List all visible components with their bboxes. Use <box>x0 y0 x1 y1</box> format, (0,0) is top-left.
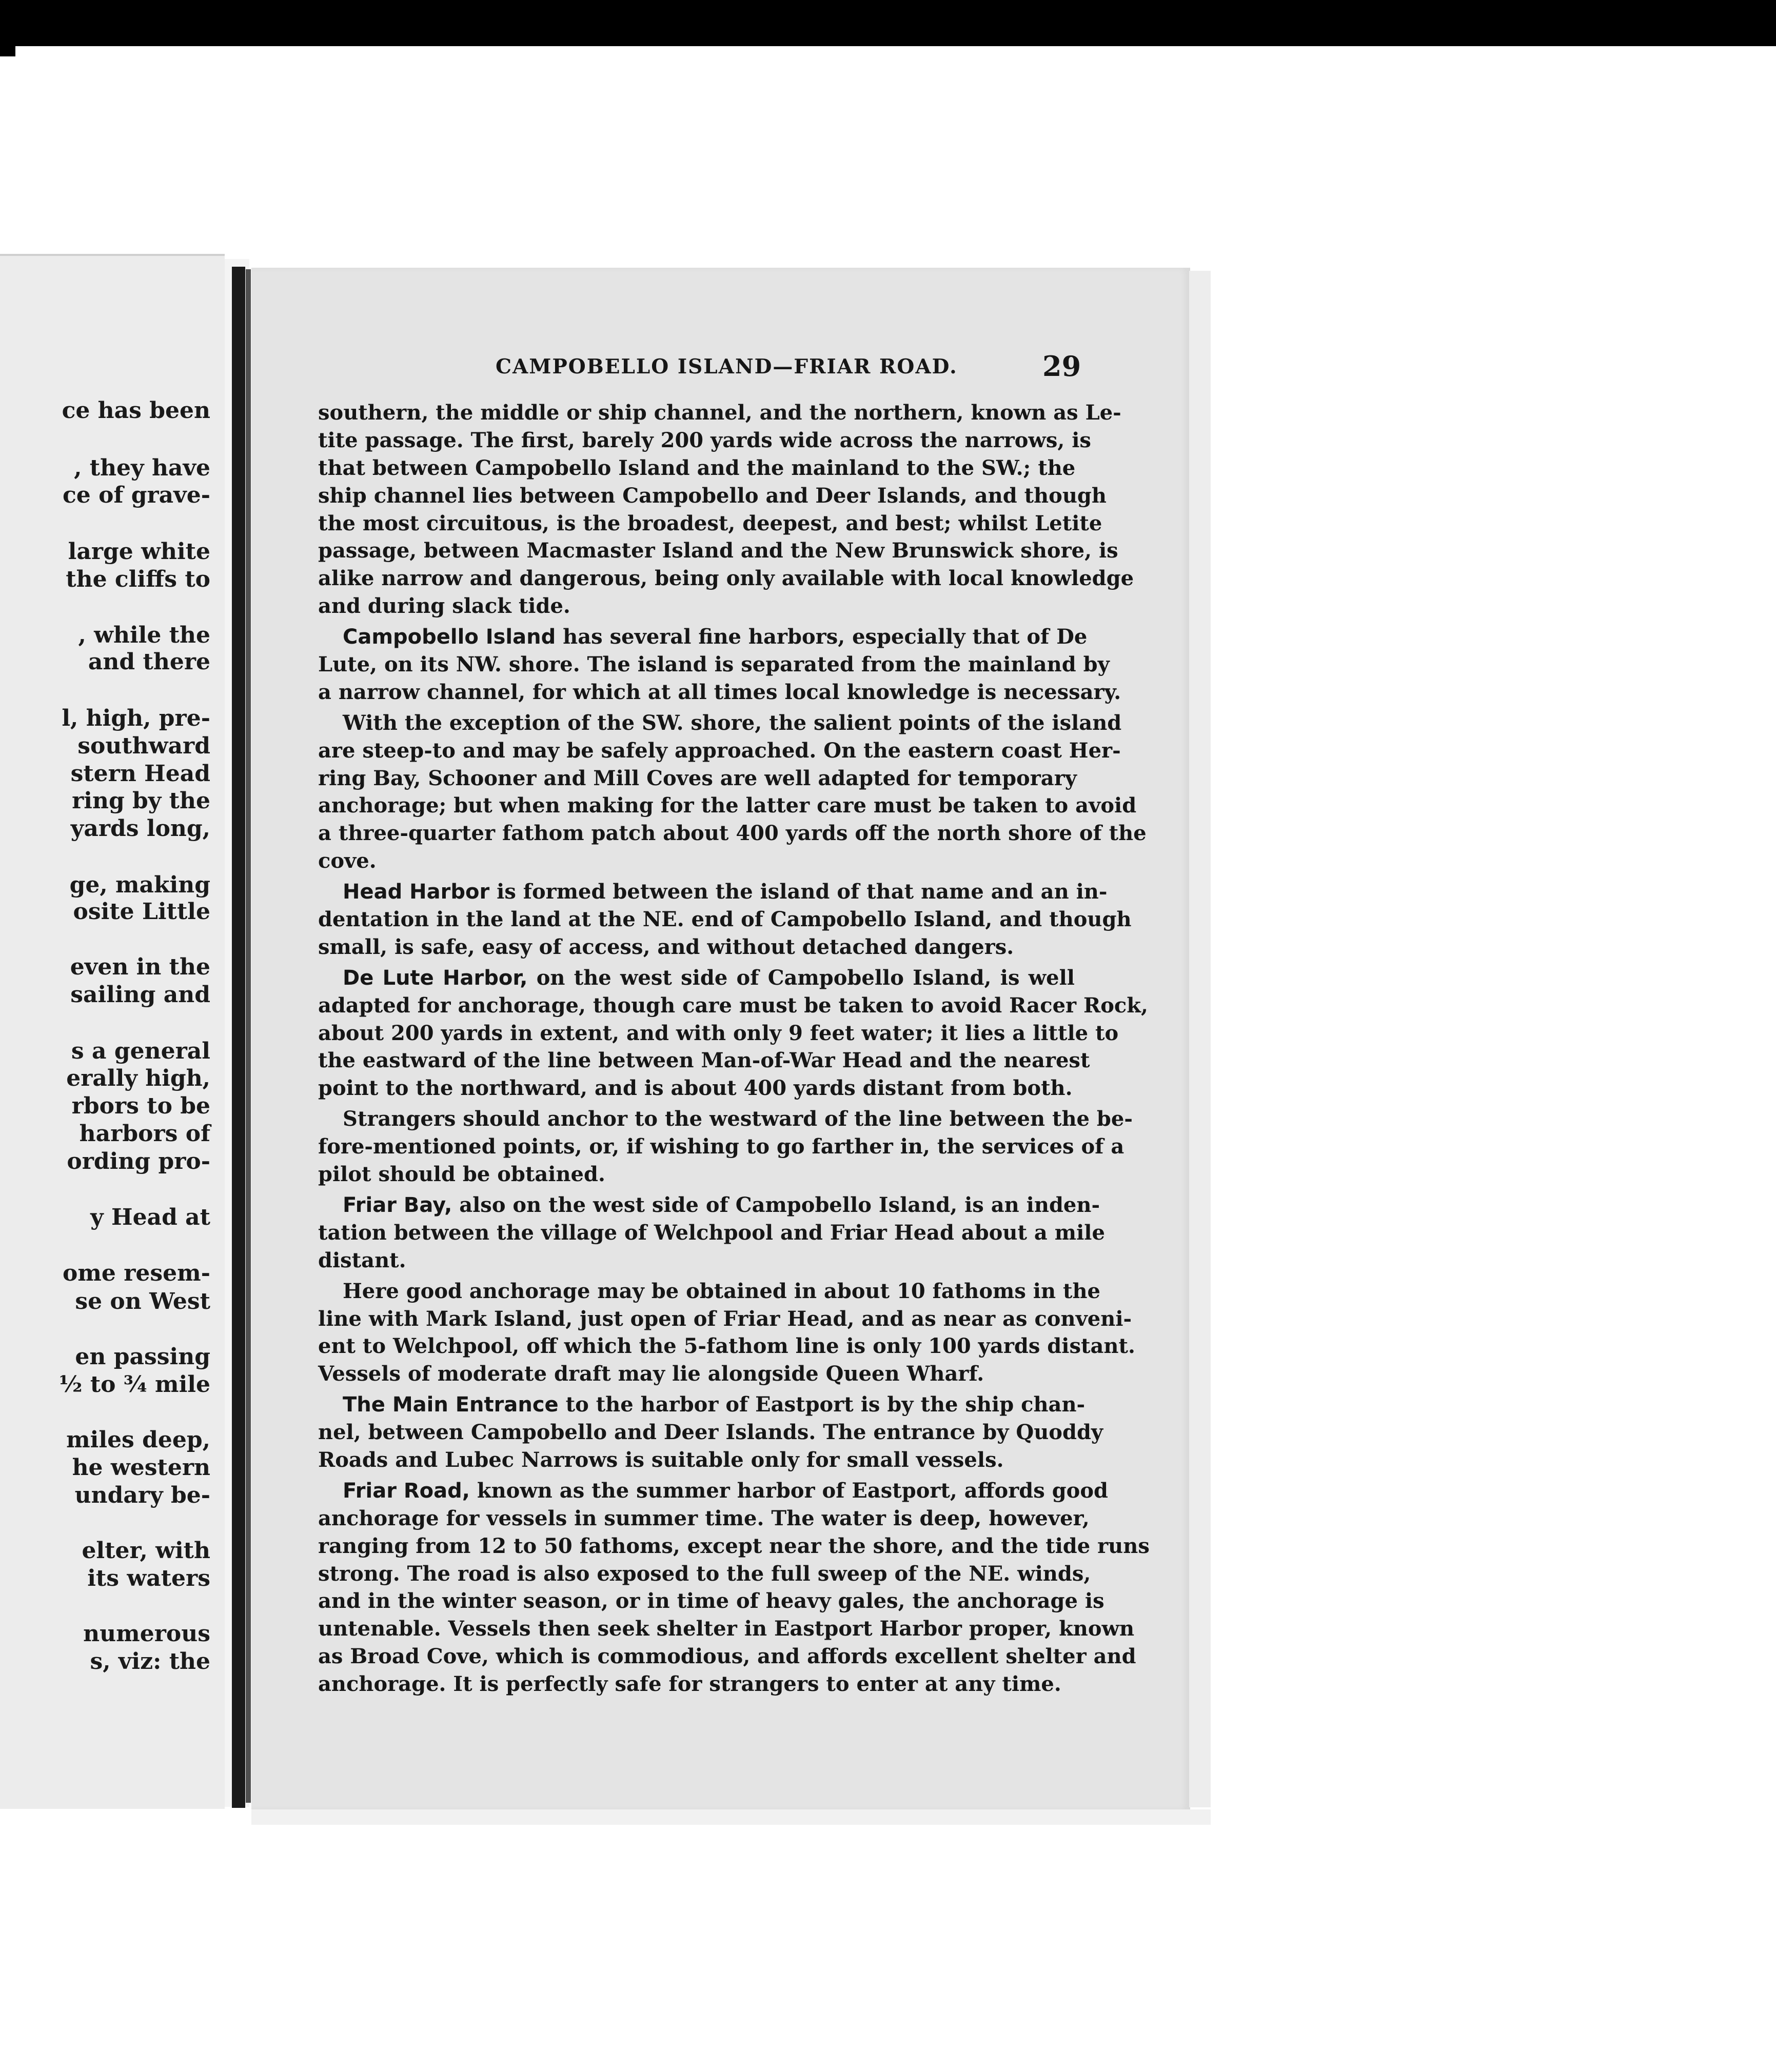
left-page-line: ring by the <box>72 788 210 814</box>
text-line <box>318 878 1108 906</box>
text-line: untenable. Vessels then seek shelter in Eastport Harbor proper, known <box>318 1617 1135 1641</box>
text-line <box>318 1191 1100 1219</box>
text-line: that between Campobello Island and the mainland to the SW.; the <box>318 455 1076 480</box>
text-line: the most circuitous, is the broadest, deepest, and best; whilst Letite <box>318 511 1102 535</box>
text-line: alike narrow and dangerous, being only available with local knowledge <box>318 566 1134 591</box>
right-page-bottom-edge <box>251 1809 1211 1825</box>
left-page-line: and there <box>88 649 210 675</box>
text-line: and during slack tide. <box>318 594 570 619</box>
text-line: tite passage. The first, barely 200 yards wide across the narrows, is <box>318 428 1091 452</box>
left-page-line: osite Little <box>73 899 210 925</box>
left-page-line: ce of grave- <box>63 482 210 508</box>
text-line: and in the winter season, or in time of heavy gales, the anchorage is <box>318 1589 1104 1613</box>
page-number: 29 <box>1042 350 1081 383</box>
left-page-line: its waters <box>87 1565 210 1591</box>
paragraph <box>318 964 1148 1102</box>
text-line: a narrow channel, for which at all times local knowledge is necessary. <box>318 680 1121 704</box>
text-line: anchorage for vessels in summer time. The water is deep, however, <box>318 1506 1090 1530</box>
text-line: Lute, on its NW. shore. The island is separated from the mainland by <box>318 652 1110 677</box>
left-page-line: the cliffs to <box>66 566 210 592</box>
line-text: also on the west side of Campobello Island, is an inden- <box>452 1192 1100 1217</box>
section-heading: De Lute Harbor, <box>343 966 528 990</box>
left-page-line: he western <box>72 1455 210 1481</box>
text-line: adapted for anchorage, though care must be taken to avoid Racer Rock, <box>318 993 1148 1018</box>
text-line: distant. <box>318 1248 406 1272</box>
left-page <box>0 254 225 1809</box>
text-line: small, is safe, easy of access, and without detached dangers. <box>318 934 1014 959</box>
film-border-notch <box>0 46 15 56</box>
section-heading: Friar Bay, <box>343 1193 452 1217</box>
text-line: tation between the village of Welchpool and Friar Head about a mile <box>318 1220 1105 1245</box>
line-text: has several fine harbors, especially that of De <box>556 625 1088 649</box>
left-page-line: ome resem- <box>63 1260 210 1286</box>
left-page-line: se on West <box>75 1288 210 1314</box>
left-page-line: undary be- <box>74 1482 210 1508</box>
left-page-line: y Head at <box>90 1204 210 1230</box>
left-page-line: miles deep, <box>66 1427 210 1453</box>
paragraph <box>318 623 1121 706</box>
text-line: southern, the middle or ship channel, and the northern, known as Le- <box>318 401 1121 425</box>
left-page-line: even in the <box>70 954 210 980</box>
left-page-line: , while the <box>78 622 210 648</box>
text-line: nel, between Campobello and Deer Islands. The entrance by Quoddy <box>318 1420 1103 1445</box>
text-line: Roads and Lubec Narrows is suitable only for small vessels. <box>318 1447 1004 1472</box>
text-line: about 200 yards in extent, and with only 9 feet water; it lies a little to <box>318 1021 1119 1045</box>
text-line: a three-quarter fathom patch about 400 yards off the north shore of the <box>318 821 1147 846</box>
text-line: fore-mentioned points, or, if wishing to go farther in, the services of a <box>318 1134 1124 1159</box>
line-text: is formed between the island of that name and an in- <box>489 880 1108 904</box>
text-line: With the exception of the SW. shore, the salient points of the island <box>343 710 1122 735</box>
line-text: on the west side of Campobello Island, is well <box>527 965 1075 990</box>
left-page-line: southward <box>77 733 210 759</box>
paragraph <box>318 1391 1103 1474</box>
left-page-line: ording pro- <box>67 1148 210 1174</box>
left-page-line: s a general <box>71 1038 210 1064</box>
paragraph <box>318 1105 1133 1188</box>
text-line <box>318 623 1088 651</box>
left-page-line: large white <box>68 539 210 565</box>
book-binding <box>232 267 245 1808</box>
text-line: anchorage. It is perfectly safe for strangers to enter at any time. <box>318 1672 1061 1697</box>
section-heading: The Main Entrance <box>343 1393 559 1417</box>
text-line: Strangers should anchor to the westward of the line between the be- <box>343 1107 1133 1131</box>
text-line: passage, between Macmaster Island and the New Brunswick shore, is <box>318 539 1118 563</box>
paragraph <box>318 1191 1105 1274</box>
text-line: ring Bay, Schooner and Mill Coves are well adapted for temporary <box>318 766 1077 790</box>
book-binding-edge <box>246 269 251 1803</box>
paragraph <box>318 399 1134 620</box>
film-border-top <box>0 0 1776 46</box>
text-line: pilot should be obtained. <box>318 1162 605 1187</box>
section-heading: Head Harbor <box>343 880 490 904</box>
left-page-line: en passing <box>75 1344 210 1370</box>
left-page-line: numerous <box>83 1621 210 1647</box>
text-line: Vessels of moderate draft may lie alongside Queen Wharf. <box>318 1362 984 1386</box>
text-line <box>318 1477 1108 1505</box>
left-page-line: l, high, pre- <box>62 705 210 731</box>
text-line: point to the northward, and is about 400 yards distant from both. <box>318 1076 1073 1101</box>
left-page-line: rbors to be <box>71 1093 210 1119</box>
text-line <box>318 1391 1086 1419</box>
body-text <box>318 399 1150 1698</box>
text-line: dentation in the land at the NE. end of Campobello Island, and though <box>318 907 1132 932</box>
text-line: cove. <box>318 849 377 873</box>
left-page-line: ce has been <box>62 397 210 424</box>
text-line: ent to Welchpool, off which the 5-fathom line is only 100 yards distant. <box>318 1334 1135 1359</box>
text-line: Here good anchorage may be obtained in about 10 fathoms in the <box>343 1279 1100 1303</box>
left-page-line: s, viz: the <box>90 1648 210 1675</box>
left-page-line: sailing and <box>70 982 210 1008</box>
paragraph <box>318 709 1147 875</box>
paragraph <box>318 878 1132 961</box>
left-page-line: erally high, <box>66 1065 210 1091</box>
left-page-line: , they have <box>74 455 210 481</box>
text-line: as Broad Cove, which is commodious, and affords excellent shelter and <box>318 1644 1136 1669</box>
line-text: to the harbor of Eastport is by the ship chan- <box>558 1392 1086 1417</box>
left-page-line: yards long, <box>70 815 210 842</box>
left-page-line: stern Head <box>70 761 210 787</box>
paragraph <box>318 1477 1150 1698</box>
text-line: strong. The road is also exposed to the full sweep of the NE. winds, <box>318 1561 1091 1586</box>
text-line: are steep-to and may be safely approached. On the eastern coast Her- <box>318 738 1121 763</box>
paragraph <box>318 1278 1135 1388</box>
running-head: CAMPOBELLO ISLAND—FRIAR ROAD. <box>496 355 958 378</box>
text-line: ship channel lies between Campobello and Deer Islands, and though <box>318 483 1107 508</box>
text-line: ranging from 12 to 50 fathoms, except near the shore, and the tide runs <box>318 1533 1150 1558</box>
section-heading: Friar Road, <box>343 1479 470 1503</box>
left-page-line: harbors of <box>79 1121 210 1147</box>
text-line: line with Mark Island, just open of Friar Head, and as near as conveni- <box>318 1306 1132 1331</box>
left-page-line: elter, with <box>82 1538 210 1564</box>
section-heading: Campobello Island <box>343 625 556 649</box>
line-text: known as the summer harbor of Eastport, affords good <box>469 1478 1108 1503</box>
right-page-edge <box>1189 271 1211 1807</box>
left-page-line: ½ to ¾ mile <box>58 1371 210 1398</box>
text-line <box>318 964 1075 992</box>
left-page-line: ge, making <box>69 872 210 898</box>
text-line: anchorage; but when making for the latter care must be taken to avoid <box>318 793 1137 818</box>
text-line: the eastward of the line between Man-of-War Head and the nearest <box>318 1048 1090 1073</box>
